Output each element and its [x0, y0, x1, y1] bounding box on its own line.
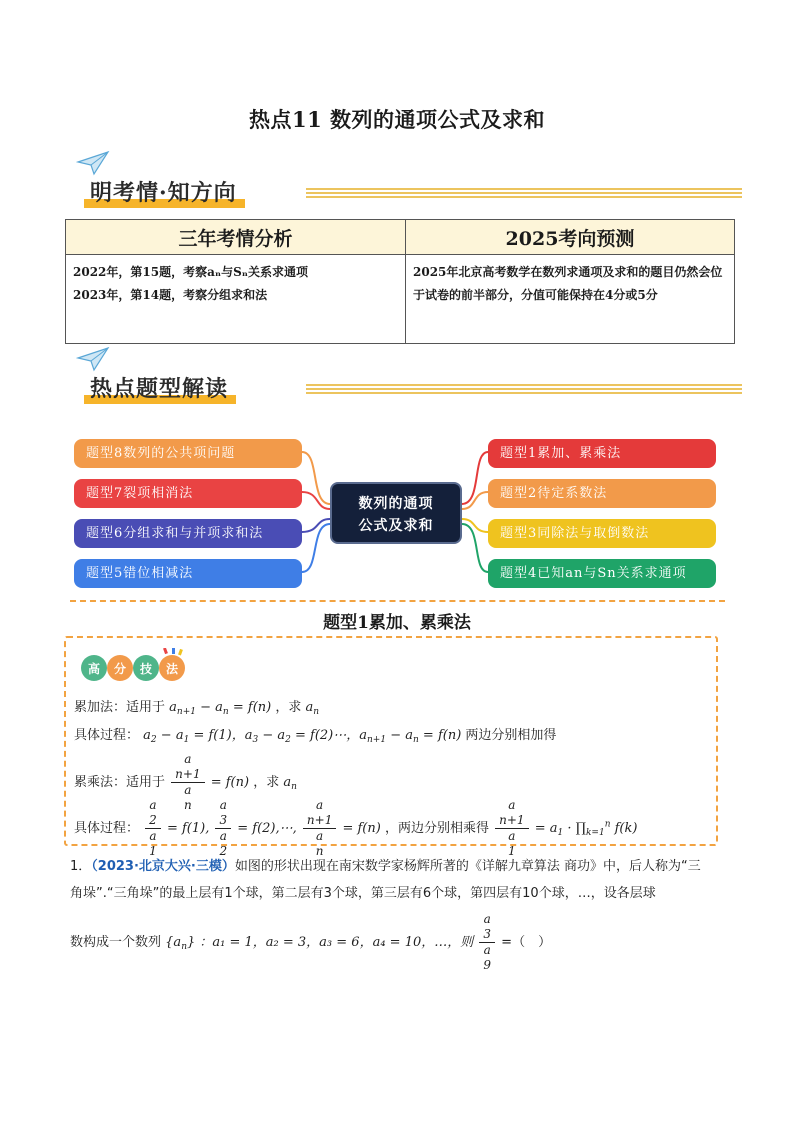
table-header: 三年考情分析	[66, 220, 406, 255]
formula: = f(2),⋯,	[237, 821, 297, 836]
text-span: 累加法：适用于	[74, 700, 166, 715]
formula: $a_n$	[305, 700, 320, 717]
badge-char: 高	[88, 662, 101, 676]
question-line	[70, 855, 701, 874]
mind-map-node-type5: 题型5错位相减法	[74, 559, 302, 588]
formula: = f(n)	[210, 775, 250, 790]
mind-map-node-type6: 题型6分组求和与并项求和法	[74, 519, 302, 548]
mind-map-node-type3: 题型3同除法与取倒数法	[488, 519, 716, 548]
text-span: ，两边分别相乘得	[384, 821, 489, 836]
badge-char: 技	[140, 662, 153, 676]
formula: a n+1 a n	[171, 752, 204, 813]
method-tips-box	[64, 636, 718, 858]
tip-line-product-process	[74, 798, 637, 859]
text-span: ，求	[253, 775, 280, 790]
exam-analysis-table	[65, 219, 735, 344]
center-line: 公式及求和	[358, 518, 434, 534]
text-span: 两边分别相加得	[465, 728, 557, 743]
center-line: 数列的通项	[358, 496, 434, 512]
formula: a 3 a 2	[215, 798, 231, 859]
page-title: 热点11 数列的通项公式及求和	[248, 107, 546, 132]
text-span: ，求	[275, 700, 302, 715]
table-cell-right: 2025年北京高考数学在数列求通项及求和的题目仍然会位于试卷的前半部分，分值可能保持在4分或5分	[406, 255, 735, 344]
tip-line-summation	[74, 696, 319, 717]
section-label: 热点题型解读	[84, 372, 236, 404]
badge-text	[78, 656, 188, 680]
table-line: 2023年，第14题，考察分组求和法	[73, 288, 268, 302]
type-title: 题型1累加、累乘法	[323, 613, 471, 633]
badge-char: 分	[114, 662, 127, 676]
divider-lines	[306, 188, 742, 198]
formula: a 2 a 1	[145, 798, 161, 859]
dashed-divider	[70, 600, 725, 602]
tip-line-summation-process	[74, 724, 556, 745]
formula: a n+1 a 1	[495, 798, 528, 859]
question-line	[70, 912, 551, 973]
formula: = f(n)	[342, 821, 381, 836]
section-header-1	[66, 150, 746, 210]
formula: $\{a_n\}$	[165, 935, 196, 952]
question-text: 数构成一个数列	[70, 935, 162, 950]
paper-plane-icon	[76, 150, 110, 176]
mind-map-node-type4: 题型4已知an与Sn关系求通项	[488, 559, 716, 588]
mind-map-node-type2: 题型2待定系数法	[488, 479, 716, 508]
formula: $a_{n+1} - a_n = f(n)$	[169, 700, 272, 717]
table-line: 2022年，第15题，考察aₙ与Sₙ关系求通项	[73, 265, 308, 279]
section-header-2	[66, 346, 746, 406]
formula: = $a_1$ · $\prod_{k=1}^n$ f(k)	[534, 819, 638, 838]
question-text: =（ ）	[501, 935, 552, 950]
formula: = f(1),	[166, 821, 210, 836]
mind-map-node-type1: 题型1累加、累乘法	[488, 439, 716, 468]
formula: a 3 a 9	[479, 912, 495, 973]
question-source: （2023·北京大兴·三模）	[91, 859, 235, 874]
mind-map-node-type7: 题型7裂项相消法	[74, 479, 302, 508]
divider-lines	[306, 384, 742, 394]
question-text: 如图的形状出现在南宋数学家杨辉所著的《详解九章算法 商功》中，后人称为“三	[234, 859, 701, 874]
formula: $a_2 - a_1 = f(1)$，$a_3 - a_2$ = f(2)⋯，$a_{n+1} - a_n = f(n)$	[143, 728, 462, 745]
table-header: 2025考向预测	[406, 220, 735, 255]
mind-map	[70, 434, 730, 594]
formula: a n+1 a n	[303, 798, 336, 859]
mind-map-node-type8: 题型8数列的公共项问题	[74, 439, 302, 468]
question-line: 角垛”.“三角垛”的最上层有1个球，第二层有3个球，第三层有6个球，第四层有10个球，…，设各层球	[70, 886, 656, 901]
text-span: 具体过程：	[74, 728, 140, 743]
text-span: 具体过程：	[74, 821, 140, 836]
paper-plane-icon	[76, 346, 110, 372]
section-label: 明考情·知方向	[84, 176, 245, 208]
text-span: 累乘法：适用于	[74, 775, 166, 790]
mind-map-center	[330, 482, 462, 544]
badge-char: 法	[166, 662, 179, 676]
formula: $a_n$	[283, 775, 297, 792]
formula: ：a₁ = 1，a₂ = 3，a₃ = 6，a₄ = 10，…，则	[199, 935, 474, 950]
question-number: 1．	[70, 859, 92, 874]
table-cell-left	[66, 255, 406, 344]
